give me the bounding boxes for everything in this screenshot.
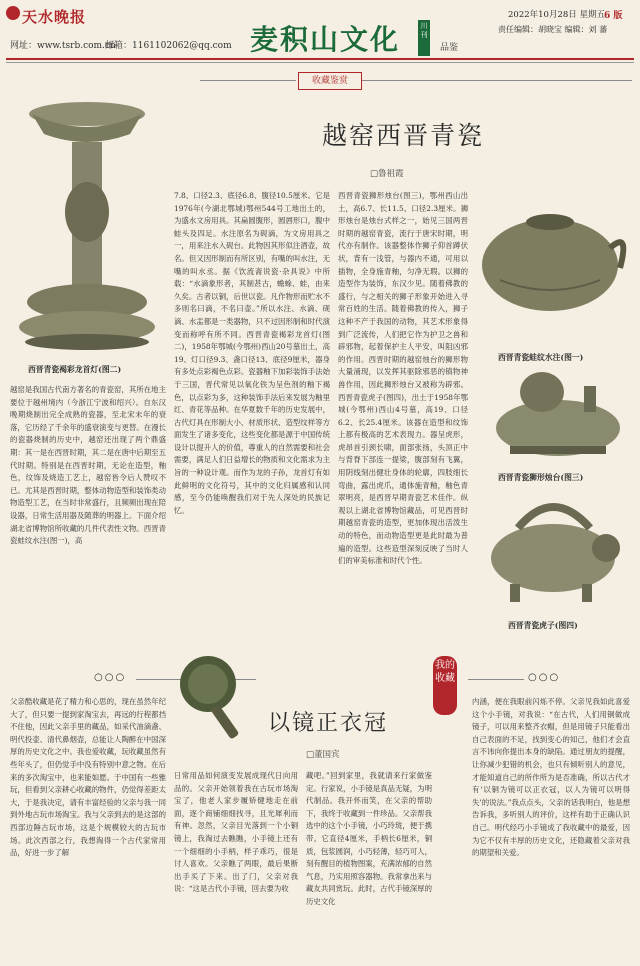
article2-column-2: 日常用品如何演变发展成现代日向用品的。父亲开始领着我在古玩市场淘宝了，他老人家步履矫健地走在前面，逐个商铺细细找寻，且光犀利而有神。忽然，父亲目光落到一个小铜镜上，我淘过去瞧瞧，小手镜上还有一个细细的小手柄，样子乖巧，很是讨人喜欢。父亲瞧了两眼，最后果断出手买了下来。出了门，父亲对我说：“这是古代小手镜，回去要为收 [174,771,298,894]
article2-column-1: 父亲酷收藏是花了精力和心思的，现在虽然年纪大了，但只要一提到家淘宝去，再远的行程都挡不住他，因此父亲手里的藏品，如采代油滴盏、明代投壶、清代鼻烟壶，总能让人陶醉在中国深厚的历史文化之中。我也爱收藏，玩收藏虽然有些年头了，但仍觉手中没有特别中意之物。在后来的多次淘宝中，也来能如愿。于中国有一些雅玩，但看到父亲耕心收藏的物件，仍觉得差距太大，于是我决定，请有丰富经验的父亲与我一同到外地古玩市场淘宝。我与父亲到去的是这部的西部边陲古玩市场，这是个规模较大的古玩市场。此次西部之行，我想淘得一个古代家常用品，好进一步了解 [10,697,166,858]
article1-column-2: 7.8、口径2.3、底径6.8、腹径10.5厘米。它是1976年(今湖北鄂城)鄂州544号工地出土的，为盛水文房用具。其扁圆腹形，圆唇形口，腹中蛙头及四足。水注原名为砚滴，为文房用具之一，用来注水入砚台。此物因其形似注酒壶，故名。但又因形制而有所区别，有嘴的叫水注，无嘴的叫水丞。据《饮流斋说瓷·杂具说》中所载：“水滴象形者，其制甚古，蟾蜍、蛙，由来久矣。古者以铜，后世以瓷。凡作物形而贮水不多则名曰滴，不名曰壶。”所以水注、水滴、砚滴、水盂都是一类器物，只不过因形制和时代演变而称呼有所不同。西晋青瓷褐彩龙首灯(图二)，1958年鄂城(今鄂州)西山20号墓出土，高19、灯口径9.3、盏口径13、底径9厘米，器身有多处点彩褐色点彩。瓷器釉下加彩装饰手法始于三国，晋代常见以氧化铁为呈色剂的釉下褐色，以点彩为多，这种装饰手法后来发展为釉里红、青花等品种。在华夏数千年的历史发展中，古代灯具在形制大小、材质形状、造型纹样等方面发生了诸多变化，这些变化都是源于中国传统设计以提升人的价值，尊重人的自然需要和社会需要，满足人们日益增长的物质和文化需求为主旨的一种设计观。而作为龙的子孙，龙首灯有如此鲜明的文化符号，其中的文化归属感和认同感，至今仍能唤醒我们对于先人深处的民族记忆。 [174,191,330,515]
header-rule-thin [6,62,634,63]
article2-title: 以镜正衣冠 [268,711,389,736]
divider [468,679,524,680]
newspaper-brand: 天水晚报 [22,8,87,26]
lion-candlestick-photo [480,368,630,468]
brand-logo-icon [6,6,20,20]
my-collection-seal: 我的收藏 [433,656,457,715]
ornament-right: ○○○ [528,672,561,683]
article1-column-1: 越窑是我国古代南方著名的青瓷窑，其所在地主要位于越州境内（今浙江宁波和绍兴）。自东汉晚期烧制出完全成熟的瓷器，至北宋末年的衰落，它历经了千余年的盛衰演变与更替。在漫长的瓷器烧制的历史中，越窑还出现了两个鼎盛期：其一是在西晋时期，其二是在唐中后期至五代时期。特别是在西晋时期，无论在造型，釉色，纹饰及烧造工艺上，越窑皆令后人赞叹不已。尤其是西晋时期，整体动物造型和装饰类动物造型工艺，在当时非常盛行，且频频出现在陪设器，日常生活用器及随葬的明器上。下面介绍湖北省博物馆所收藏的几件代表性文物。西晋青瓷蛙纹水注(图一)，高 [10,385,166,546]
header-rule [6,58,634,60]
column-tag: 收藏鉴赏 [298,72,362,90]
frog-water-pot-photo [470,190,630,320]
article2-author: □董国宾 [306,750,340,760]
lamp-photo [12,92,162,362]
section-subtitle: 品鉴 [440,43,459,53]
caption-tiger: 西晋青瓷虎子(图四) [508,621,578,630]
issue-date: 2022年10月28日 星期五 [508,10,605,20]
article1-column-3: 西晋青瓷狮形烛台(图三)，鄂州西山出土，高6.7、长11.5、口径2.3厘米。狮形烛台是烛台式样之一，始见三国两晋时期的越窑青瓷，流行于唐宋时期，明代亦有制作。该器整体作狮子仰首蹲伏状，背有一浅管，与器内不通，可用以插物，全身施青釉，匀净无瑕。以狮的造型作为装饰，东汉少见。随着佛教的盛行，与之相关的狮子形象开始进入寻常百姓的生活。随着佛教的传入，狮子这种不产于我国的动物，其艺术形象得到广泛流传，人们把它作为护卫之兽和辟邪物，起着保护主人平安，叫阻凶邪的作用。西晋时期的越窑烛台的狮形物大量涌现，以发挥其驱除邪恶的镇物神兽作用，因此狮形烛台又被称为辟邪。西晋青瓷虎子(图四)，出土于1958年鄂城(今鄂州)西山4号墓，高19、口径6.2、长25.4厘米。该器在造型和纹饰上都有极高的艺术表现力。器呈虎形，虎昂首引颈长啸，面部张扬，头顶正中与背脊下部连一提梁，腹部刻有飞翼，用阴线刻出健壮身体的轮廓，四肢细长弯曲，露出虎爪，通体施青釉，釉色青翠明亮，是西晋早期青瓷艺术佳作。纵观以上湖北省博物馆藏品，可见西晋时期越窑青瓷的造型，更加体现出活泼生动的特色，而动物造型更是此时最为普遍的造型。这些造型深刻反映了当时人们的审美标准和时代个性。 [338,191,468,566]
article-author: □鲁祖霞 [370,169,404,179]
tiger-vessel-photo [478,488,628,610]
contact-url: 网址：www.tsrb.com.cn [10,41,116,51]
divider [362,80,632,81]
editors: 责任编辑：胡晓宝 编辑：刘 蕃 [498,25,608,34]
section-tag: 川 刊 [418,20,430,56]
article-title: 越窑西晋青瓷 [322,121,485,150]
page-number: 6 版 [604,11,623,21]
contact-mail: 邮箱：1161102062@qq.com [105,41,232,51]
article2-column-4: 内涵，便在我眼前闪烁不停。父亲见我如此喜爱这个小手镜，对我说：“在古代，人们用铜做成镜子，可以用来整齐衣帽，但是用镜子只能看出自己表面的不足，找到变心的知己，他们才会直言不讳向你提出本身的缺陷。通过朋友的提醒，让你减少犯错的机会，也只有倾听别人的意见，才能知道自己的所作所为是否准确，所以古代才有‘以铜为镜可以正衣冠，以人为镜可以明得失’的说法。”我点点头，父亲的话我明白，他是想告诉我，多听别人的评价，这样有助于正确认识自己。明代经巧小手镜成了我收藏中的最爱，因为它不仅有丰厚的历史文化，还隐藏着父亲对我的期望和关爱。 [472,697,630,858]
caption-lion: 西晋青瓷狮形烛台(图三) [498,473,584,482]
hand-mirror-photo [172,652,256,744]
article2-column-3: 藏吧。”回到家里，我就请来行家做鉴定。行家说，小手镜是真品无疑，为明代制品。我开怀而笑，在父亲的帮助下，我终于收藏到一件珍品。父亲帮我选中的这个小手镜，小巧玲珑，便于携带。它直径4厘米，手柄长6厘米，铜质，包浆圆润，小巧轻薄，轻巧可人，刻有醒目的植物图案，充满浓郁的自然气息，乃实用照容器物。我常拿出来与藏友共同赏玩。此时，古代手镜深厚的历史文化 [306,771,432,906]
divider [200,80,296,81]
section-title: 麦积山文化 [250,23,401,56]
ornament-left: ○○○ [94,672,127,683]
caption-frog: 西晋青瓷蛙纹水注(图一) [498,353,584,362]
caption-lamp: 西晋青瓷褐彩龙首灯(图二) [28,365,122,374]
